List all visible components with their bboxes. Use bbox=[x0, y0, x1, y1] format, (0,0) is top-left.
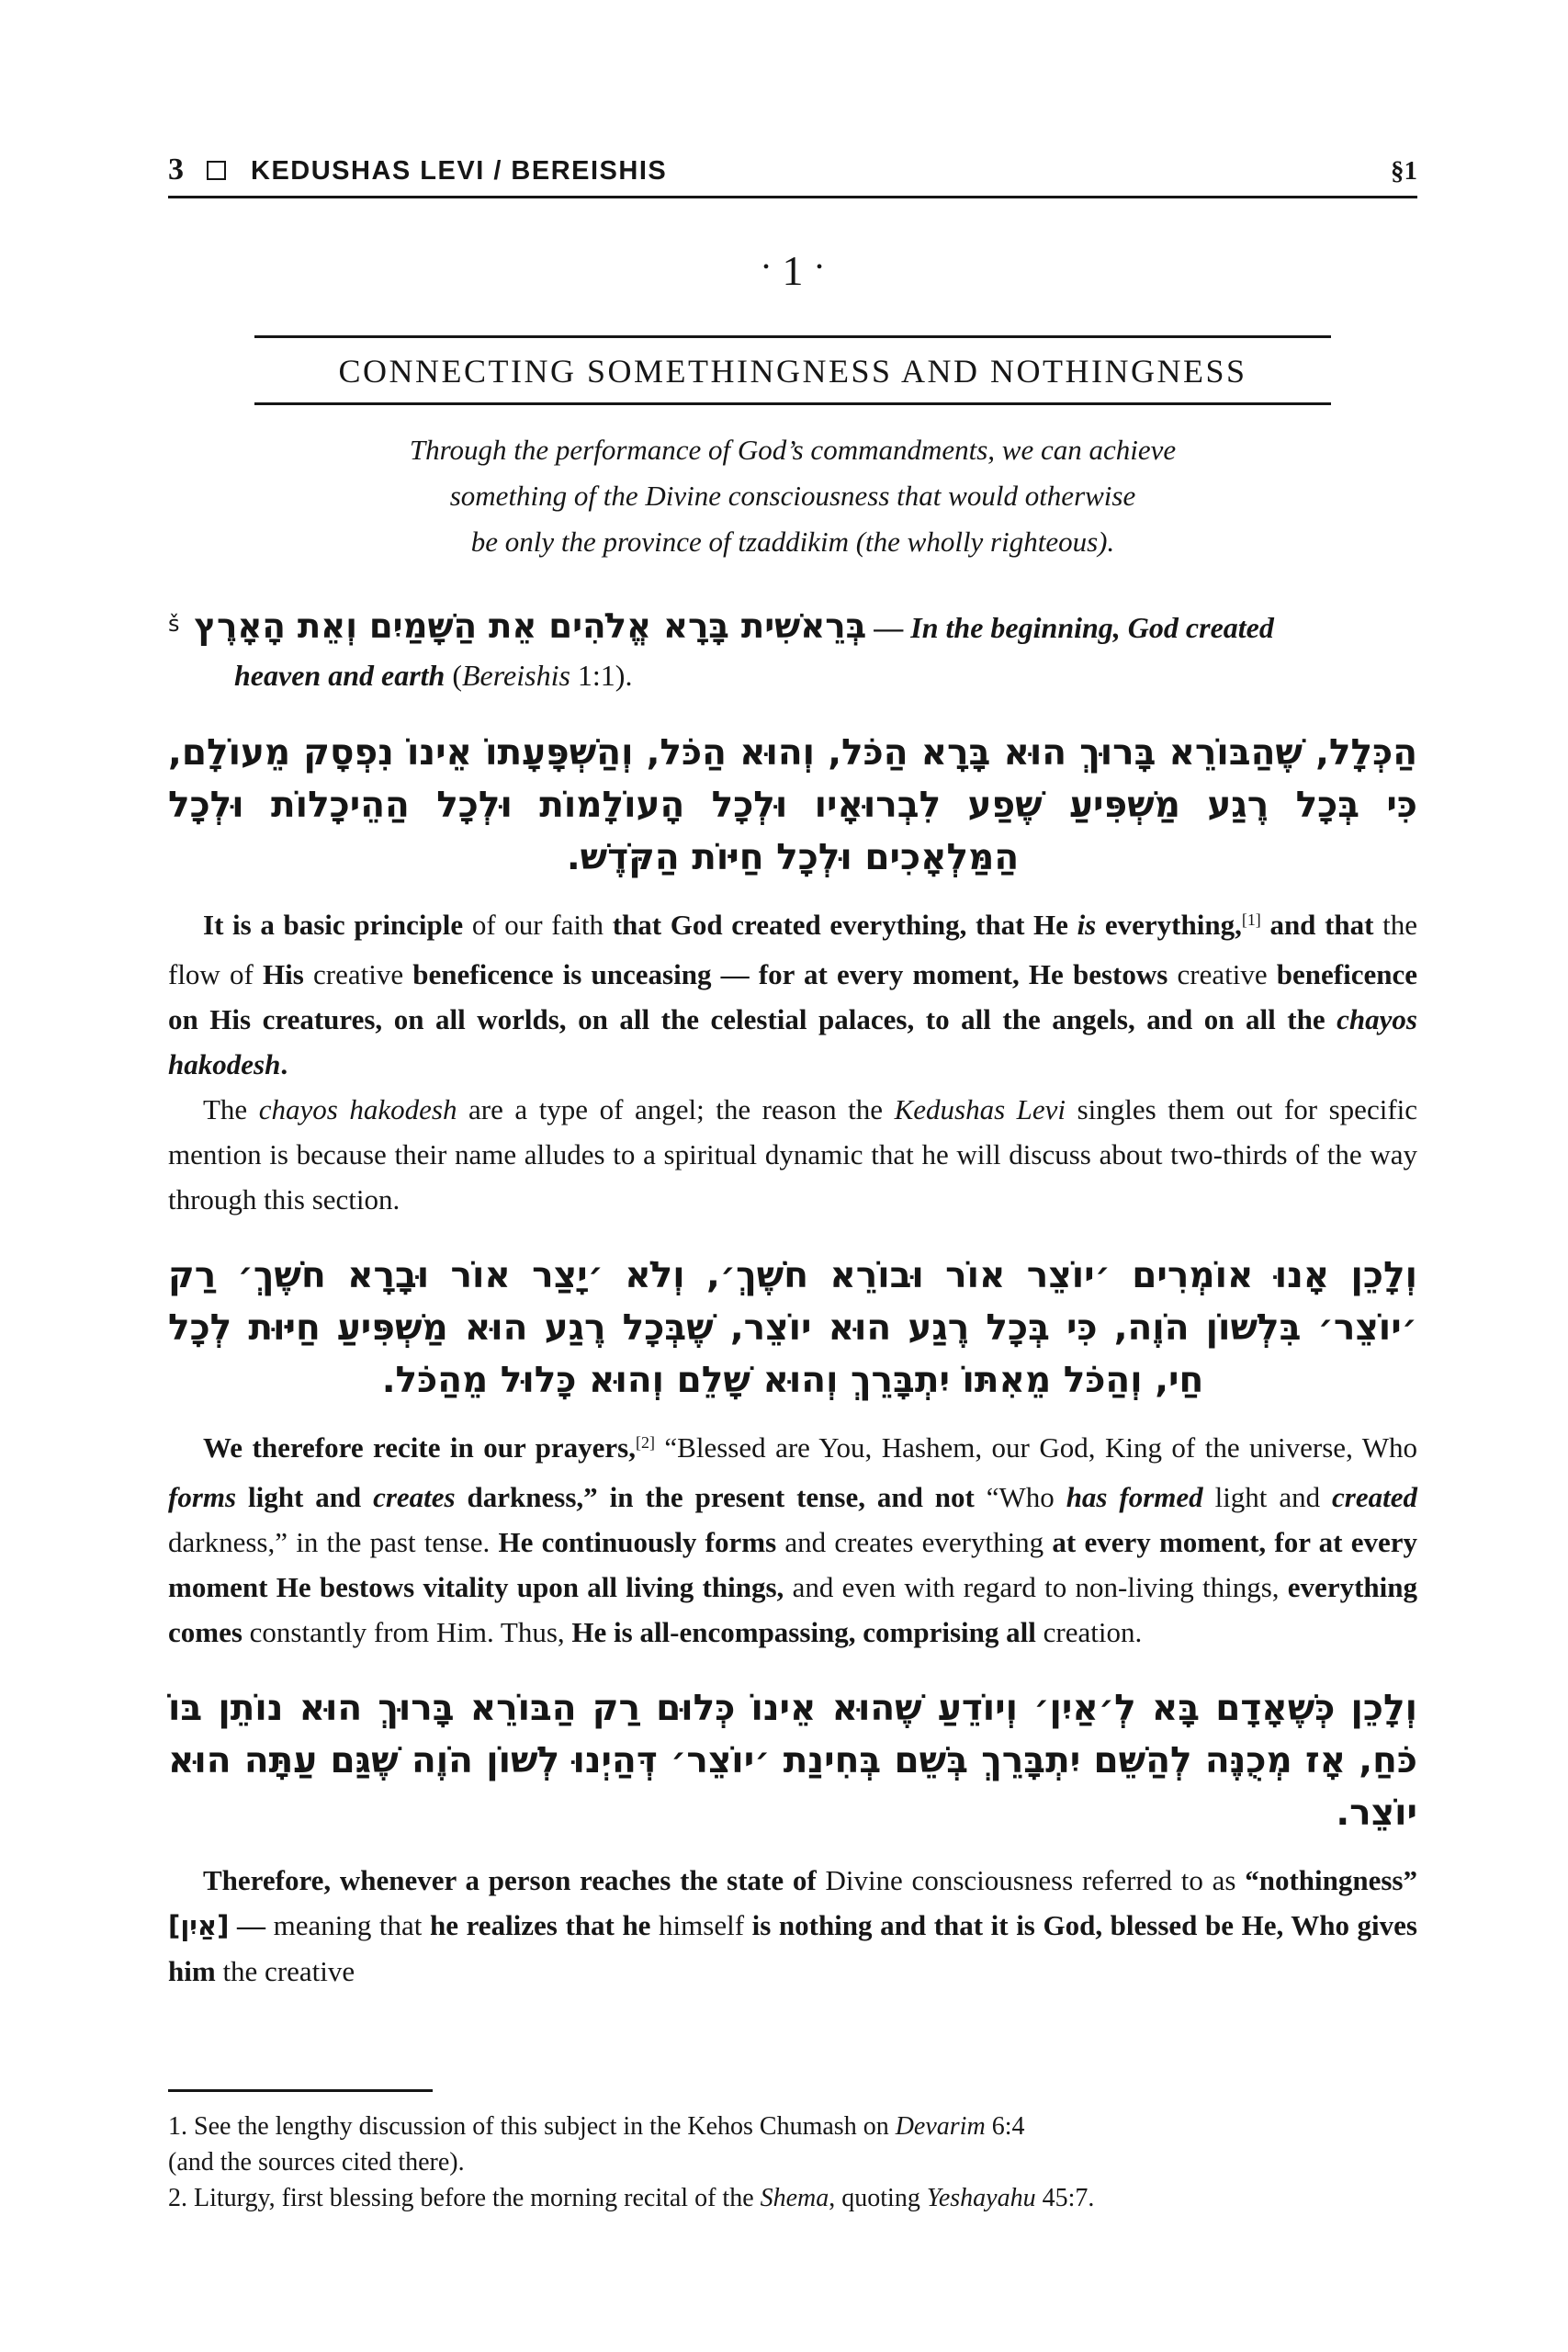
english-paragraph bbox=[168, 902, 1417, 1087]
text-run: created bbox=[1332, 1481, 1417, 1513]
text-run: “Who bbox=[986, 1481, 1066, 1513]
text-run: beneficence is unceasing — for at every moment, He bestows bbox=[412, 958, 1178, 990]
text-run: chayos hakodesh bbox=[258, 1093, 457, 1125]
summary-line: Through the performance of God’s commandments, we can achieve bbox=[409, 434, 1177, 466]
footnote-line bbox=[168, 2109, 1417, 2144]
text-run: (and the sources cited there). bbox=[168, 2148, 465, 2177]
hebrew-paragraph: וְלָכֵן אָנוּ אוֹמְרִים ׳יוֹצֵר אוֹר וּבוֹרֵא חֹשֶׁךְ׳, וְלֹא ׳יָצַר אוֹר וּבָרָא חֹשֶׁךְ׳ רַק ׳יוֹצֵר׳ בִּלְשׁוֹן הֹוֶה, כִּי בְּכָל רֶגַע הוּא יוֹצֵר, שֶׁבְּכָל רֶגַע הוּא מַשְׁפִּיעַ חַיּוּת לְכָל חַי, וְהַכֹּל מֵאִתּוֹ יִתְבָּרֵךְ וְהוּא שָׁלֵם וְהוּא כָּלוּל מֵהַכֹּל. bbox=[168, 1255, 1417, 1401]
text-run: darkness,” bbox=[455, 1481, 610, 1513]
english-paragraph bbox=[168, 1087, 1417, 1222]
text-run: [אַיִן] bbox=[168, 1910, 230, 1941]
text-run: and that bbox=[1260, 909, 1383, 941]
text-run: himself bbox=[659, 1909, 752, 1941]
text-run: he realizes that he bbox=[430, 1909, 660, 1941]
text-run: meaning that bbox=[273, 1909, 431, 1941]
text-run: the flow of bbox=[168, 909, 1417, 990]
english-paragraph bbox=[168, 1425, 1417, 1655]
verse-marker-icon: š bbox=[168, 611, 180, 637]
text-run: ( bbox=[445, 659, 462, 692]
text-run: creative bbox=[1177, 958, 1277, 990]
text-run: In the beginning, God created heaven and earth bbox=[234, 611, 1274, 692]
text-run: constantly from Him. Thus, bbox=[249, 1616, 572, 1648]
body-text bbox=[168, 727, 1417, 1994]
text-run: 1. See the lengthy discussion of this subject in the Kehos Chumash on bbox=[168, 2112, 896, 2141]
text-run: is bbox=[1077, 909, 1105, 941]
text-run: the creative bbox=[222, 1955, 355, 1987]
text-run: singles them out for specific mention is because their name alludes to a spiritual dynamic that he will discuss about two-thirds of the way through this section. bbox=[168, 1093, 1418, 1216]
english-paragraph bbox=[168, 1858, 1417, 1994]
chapter-number bbox=[168, 246, 1417, 295]
torah-verse-paragraph bbox=[168, 600, 1330, 699]
text-run: Shema bbox=[760, 2184, 829, 2212]
section-reference: §1 bbox=[1391, 156, 1417, 186]
text-run: light and bbox=[236, 1481, 374, 1513]
text-run: beneficence on His creatures, on all worlds, on all the celestial palaces, to all the angels, and on all the bbox=[168, 958, 1417, 1035]
text-run: creative bbox=[313, 958, 413, 990]
page-header bbox=[168, 153, 1417, 187]
text-run: is nothing and that it is God, blessed be He, Who gives him bbox=[168, 1909, 1417, 1987]
text-run: Kedushas Levi bbox=[894, 1093, 1066, 1125]
text-run: and even with regard to non-living things, bbox=[792, 1571, 1288, 1603]
footnote-list bbox=[168, 2109, 1417, 2216]
text-run: 45:7. bbox=[1035, 2184, 1095, 2212]
text-run: of our faith bbox=[471, 909, 613, 941]
text-run: chayos hakodesh bbox=[168, 1003, 1417, 1080]
text-run: has formed bbox=[1066, 1481, 1203, 1513]
text-run: He continuously forms bbox=[498, 1526, 785, 1558]
text-run: , quoting bbox=[829, 2184, 927, 2212]
text-run: [1] bbox=[1241, 910, 1261, 930]
text-run: Therefore, whenever a person reaches the state of bbox=[203, 1864, 826, 1896]
footnote-rule bbox=[168, 2089, 433, 2092]
text-run: “Blessed are You, Hashem, our God, King of the universe, Who bbox=[654, 1431, 1417, 1464]
text-run: “nothingness” bbox=[1245, 1864, 1417, 1896]
footnote-line bbox=[168, 2180, 1417, 2216]
footnotes bbox=[168, 2082, 1417, 2352]
section-title-box bbox=[254, 335, 1331, 405]
chapter-number-value: 1 bbox=[782, 247, 804, 294]
text-run: are a type of angel; the reason the bbox=[457, 1093, 895, 1125]
text-run: Yeshayahu bbox=[926, 2184, 1036, 2212]
text-run: Devarim bbox=[895, 2112, 986, 2141]
text-run: It is a basic principle bbox=[203, 909, 472, 941]
text-run: light and bbox=[1202, 1481, 1333, 1513]
text-run: [2] bbox=[636, 1433, 655, 1453]
square-bullet-icon bbox=[207, 161, 226, 180]
text-run: . bbox=[280, 1048, 288, 1080]
bullet-icon: • bbox=[816, 257, 823, 277]
header-rule bbox=[168, 196, 1417, 198]
page-number: 3 bbox=[168, 153, 184, 187]
section-title: CONNECTING SOMETHINGNESS AND NOTHINGNESS bbox=[338, 353, 1247, 390]
text-run: in the past tense. bbox=[296, 1526, 499, 1558]
hebrew-paragraph: וְלָכֵן כְּשֶׁאָדָם בָּא לְ׳אַיִן׳ וְיוֹדֵעַ שֶׁהוּא אֵינוֹ כְּלוּם רַק הַבּוֹרֵא בָּרוּךְ הוּא נוֹתֵן בּוֹ כֹּחַ, אָז מְכֻנֶּה לְהַשֵּׁם יִתְבָּרֵךְ בְּשֵׁם בְּחִינַת ׳יוֹצֵר׳ דְּהַיְנוּ לְשׁוֹן הֹוֶה שֶׁגַּם עַתָּה הוּא יוֹצֵר. bbox=[168, 1688, 1417, 1834]
text-run: that God created everything, that He bbox=[612, 909, 1077, 941]
text-run: everything, bbox=[1104, 909, 1242, 941]
text-run: 1:1). bbox=[570, 659, 633, 692]
hebrew-paragraph: הַכְּלָל, שֶׁהַבּוֹרֵא בָּרוּךְ הוּא בָּרָא הַכֹּל, וְהוּא הַכֹּל, וְהַשְׁפָּעָתוֹ אֵינוֹ נִפְסָק מֵעוֹלָם, כִּי בְּכָל רֶגַע מַשְׁפִּיעַ שֶׁפַע לִבְרוּאָיו וּלְכָל הָעוֹלָמוֹת וּלְכָל הַהֵיכָלוֹת וּלְכָל הַמַּלְאָכִים וּלְכָל חַיּוֹת הַקֹּדֶשׁ. bbox=[168, 732, 1417, 878]
text-run: everything comes bbox=[168, 1571, 1417, 1648]
text-run: He is all-encompassing, comprising all bbox=[571, 1616, 1043, 1648]
section-summary bbox=[168, 427, 1417, 565]
text-run: in the present tense, and not bbox=[609, 1481, 987, 1513]
footnote-line bbox=[168, 2144, 1417, 2180]
text-run: Bereishis bbox=[462, 659, 570, 692]
text-run: בְּרֵאשִׁית בָּרָא אֱלֹהִים אֵת הַשָּׁמַיִם וְאֵת הָאָרֶץ bbox=[194, 606, 867, 646]
text-run: The bbox=[203, 1093, 259, 1125]
text-run: His bbox=[263, 958, 313, 990]
verse-text bbox=[194, 606, 1274, 692]
text-run: darkness,” bbox=[168, 1526, 297, 1558]
text-run: at every moment, for at every moment He bestows vitality upon all living things, bbox=[168, 1526, 1417, 1603]
summary-line: something of the Divine consciousness that would otherwise bbox=[449, 480, 1136, 512]
bullet-icon: • bbox=[762, 257, 770, 277]
summary-line: be only the province of tzaddikim (the wholly righteous). bbox=[470, 526, 1115, 558]
text-run: forms bbox=[168, 1481, 237, 1513]
text-run: — bbox=[866, 611, 911, 644]
text-run: — bbox=[229, 1909, 274, 1941]
footnote bbox=[168, 2109, 1417, 2180]
text-run: 6:4 bbox=[985, 2112, 1025, 2141]
footnote bbox=[168, 2180, 1417, 2216]
text-run: creation. bbox=[1043, 1616, 1143, 1648]
page-content bbox=[168, 153, 1417, 1994]
text-run: We therefore recite in our prayers, bbox=[203, 1431, 636, 1464]
text-run: 2. Liturgy, first blessing before the morning recital of the bbox=[168, 2184, 761, 2212]
text-run: creates bbox=[373, 1481, 456, 1513]
text-run: and creates everything bbox=[784, 1526, 1053, 1558]
running-title: KEDUSHAS LEVI / BEREISHIS bbox=[251, 156, 668, 186]
text-run: Divine consciousness referred to as bbox=[825, 1864, 1246, 1896]
